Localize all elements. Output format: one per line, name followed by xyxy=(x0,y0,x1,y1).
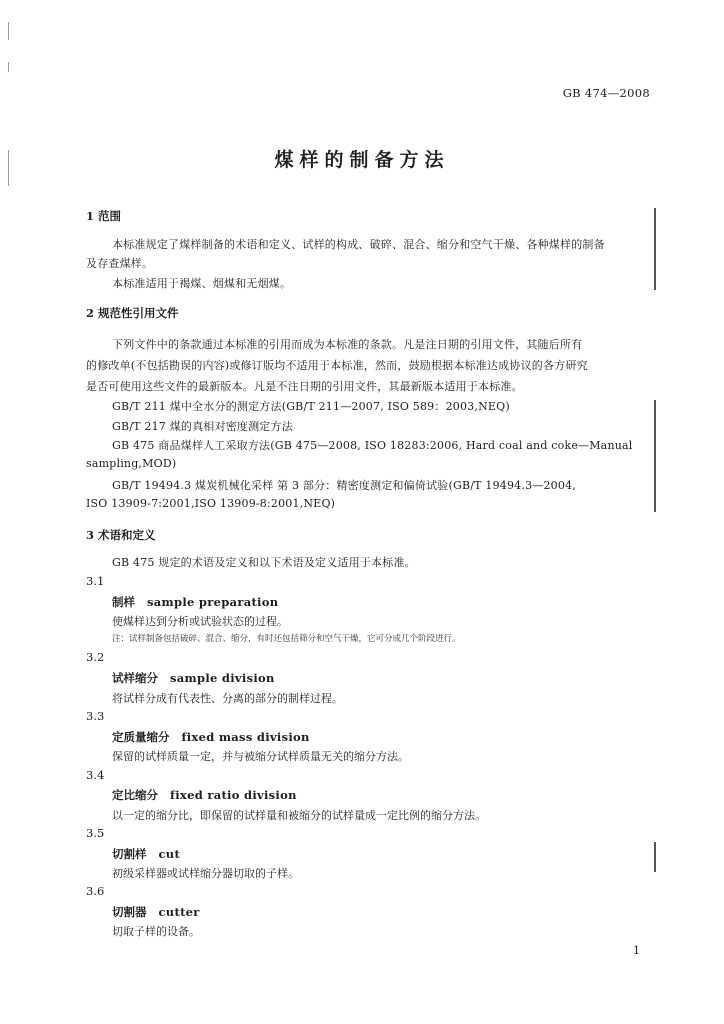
page-number: 1 xyxy=(633,944,640,957)
term-definition: 将试样分成有代表性、分离的部分的制样过程。 xyxy=(112,692,343,705)
term-zh: 切割器 xyxy=(112,905,147,919)
term-heading xyxy=(112,846,180,862)
term-number: 3.1 xyxy=(86,574,105,588)
reference-item: GB/T 19494.3 煤炭机械化采样 第 3 部分：精密度测定和偏倚试验(GB/T 19494.3—2004, xyxy=(112,479,576,492)
section-3-intro: GB 475 规定的术语及定义和以下术语及定义适用于本标准。 xyxy=(112,556,416,569)
term-number: 3.2 xyxy=(86,650,105,664)
section-3-heading: 3 术语和定义 xyxy=(86,528,156,542)
term-en: sample preparation xyxy=(147,595,279,609)
term-en: sample division xyxy=(170,671,275,685)
section-1-paragraph: 本标准规定了煤样制备的术语和定义、试样的构成、破碎、混合、缩分和空气干燥、各种煤样的制备 xyxy=(112,238,605,251)
section-1-paragraph: 及存查煤样。 xyxy=(86,257,154,270)
term-zh: 定比缩分 xyxy=(112,788,158,802)
document-header-id: GB 474—2008 xyxy=(562,86,650,100)
reference-item: ISO 13909-7:2001,ISO 13909-8:2001,NEQ) xyxy=(86,497,336,510)
document-title: 煤样的制备方法 xyxy=(274,149,450,171)
term-en: fixed mass division xyxy=(181,730,310,744)
term-note: 注：试样制备包括破碎、混合、缩分，有时还包括筛分和空气干燥，它可分成几个阶段进行。 xyxy=(112,634,461,644)
term-heading xyxy=(112,670,275,686)
term-en: cutter xyxy=(158,905,200,919)
reference-item: GB 475 商品煤样人工采取方法(GB 475—2008, ISO 18283:2006, Hard coal and coke—Manual xyxy=(112,439,633,452)
term-zh: 试样缩分 xyxy=(112,671,158,685)
change-bar xyxy=(654,208,656,290)
term-definition: 使煤样达到分析或试验状态的过程。 xyxy=(112,615,288,628)
left-margin-mark xyxy=(8,62,9,72)
term-definition: 切取子样的设备。 xyxy=(112,925,200,938)
section-2-heading: 2 规范性引用文件 xyxy=(86,306,179,320)
term-number: 3.3 xyxy=(86,709,105,723)
left-margin-mark xyxy=(8,22,9,40)
term-definition: 保留的试样质量一定，并与被缩分试样质量无关的缩分方法。 xyxy=(112,750,409,763)
section-1-heading: 1 范围 xyxy=(86,209,122,223)
term-zh: 定质量缩分 xyxy=(112,730,170,744)
change-bar xyxy=(654,842,656,872)
term-en: cut xyxy=(158,847,181,861)
term-definition: 以一定的缩分比，即保留的试样量和被缩分的试样量成一定比例的缩分方法。 xyxy=(112,809,486,822)
reference-item: sampling,MOD) xyxy=(86,457,177,470)
section-2-paragraph: 是否可使用这些文件的最新版本。凡是不注日期的引用文件，其最新版本适用于本标准。 xyxy=(86,380,523,393)
change-bar xyxy=(654,400,656,512)
section-2-paragraph: 下列文件中的条款通过本标准的引用而成为本标准的条款。凡是注日期的引用文件，其随后所有 xyxy=(112,338,583,351)
term-number: 3.4 xyxy=(86,768,105,782)
term-heading xyxy=(112,787,297,803)
term-en: fixed ratio division xyxy=(170,788,297,802)
term-heading xyxy=(112,904,200,920)
reference-item: GB/T 211 煤中全水分的测定方法(GB/T 211—2007, ISO 589：2003,NEQ) xyxy=(112,400,510,413)
term-number: 3.5 xyxy=(86,826,105,840)
term-heading xyxy=(112,729,310,745)
section-2-paragraph: 的修改单(不包括勘误的内容)或修订版均不适用于本标准，然而，鼓励根据本标准达成协议的各方研究 xyxy=(86,359,588,372)
term-definition: 初级采样器或试样缩分器切取的子样。 xyxy=(112,867,299,880)
term-zh: 制样 xyxy=(112,595,135,609)
section-1-paragraph: 本标准适用于褐煤、烟煤和无烟煤。 xyxy=(112,277,292,290)
term-heading xyxy=(112,594,278,610)
reference-item: GB/T 217 煤的真相对密度测定方法 xyxy=(112,420,293,433)
term-zh: 切割样 xyxy=(112,847,147,861)
term-number: 3.6 xyxy=(86,884,105,898)
